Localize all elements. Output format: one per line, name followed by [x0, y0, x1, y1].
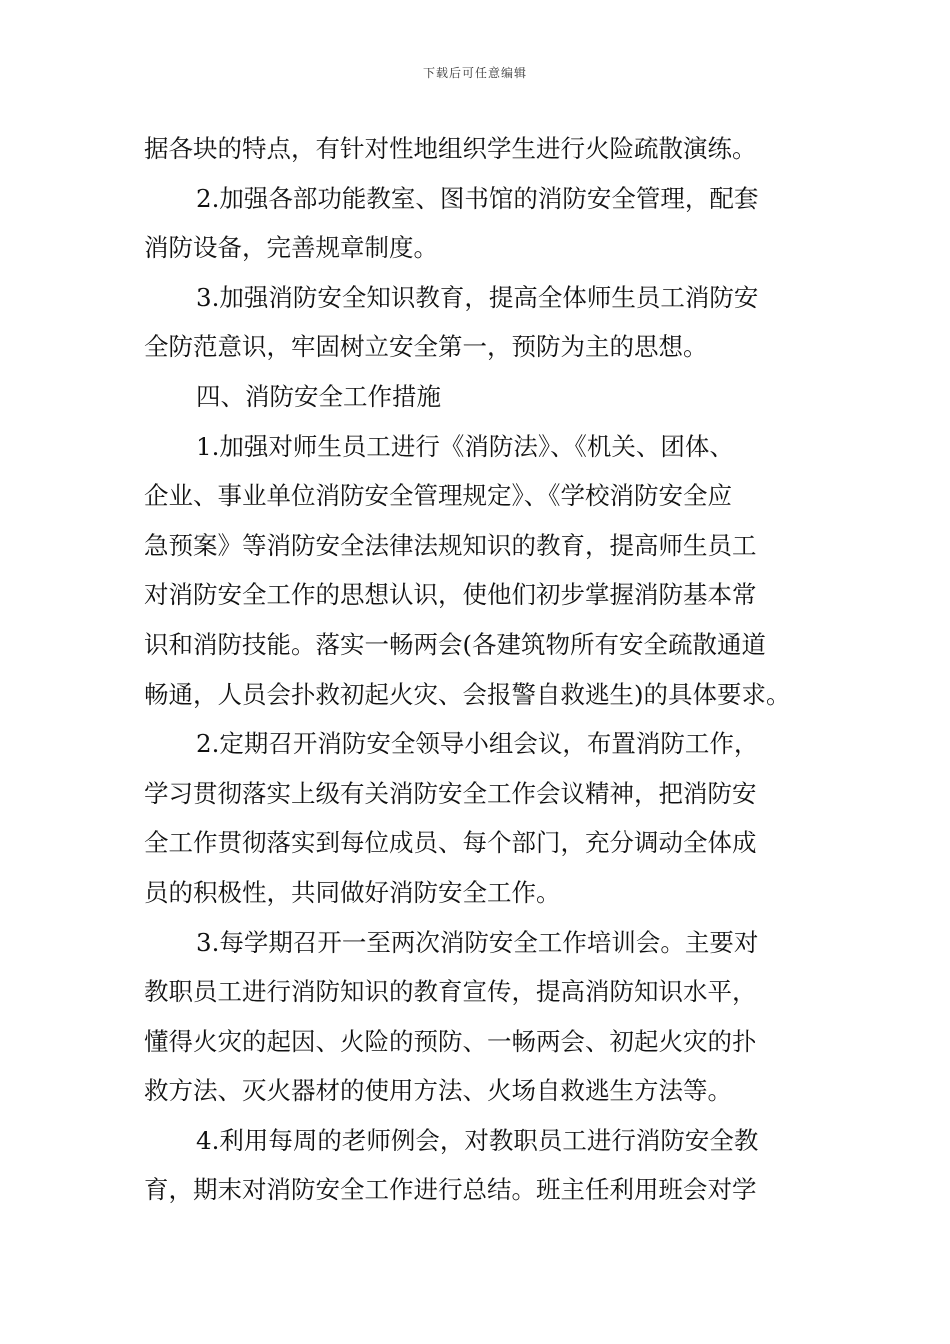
text-line: 急预案》等消防安全法律法规知识的教育，提高师生员工 — [144, 530, 757, 560]
text-line: 对消防安全工作的思想认识，使他们初步掌握消防基本常 — [144, 580, 757, 610]
text-line: 2.加强各部功能教室、图书馆的消防安全管理，配套 — [196, 183, 759, 213]
body-text — [144, 124, 810, 1215]
text-line: 据各块的特点，有针对性地组织学生进行火险疏散演练。 — [144, 134, 757, 163]
text-line: 企业、事业单位消防安全管理规定》、《学校消防安全应 — [144, 481, 732, 511]
text-line: 畅通，人员会扑救初起火灾、会报警自救逃生)的具体要求。 — [144, 679, 791, 709]
text-line: 员的积极性，共同做好消防安全工作。 — [144, 877, 561, 907]
header-note: 下载后可任意编辑 — [422, 66, 527, 80]
text-line: 全工作贯彻落实到每位成员、每个部门，充分调动全体成 — [144, 828, 757, 858]
text-line: 懂得火灾的起因、火险的预防、一畅两会、初起火灾的扑 — [144, 1026, 757, 1056]
text-line: 学习贯彻落实上级有关消防安全工作会议精神，把消防安 — [144, 778, 757, 808]
text-line: 2.定期召开消防安全领导小组会议，布置消防工作， — [196, 729, 759, 759]
text-line: 育，期末对消防安全工作进行总结。班主任利用班会对学 — [144, 1175, 757, 1205]
text-line: 消防设备，完善规章制度。 — [144, 233, 438, 263]
text-line: 救方法、灭火器材的使用方法、火场自救逃生方法等。 — [144, 1076, 732, 1106]
text-line: 3.每学期召开一至两次消防安全工作培训会。主要对 — [196, 927, 759, 957]
section-heading: 四、消防安全工作措施 — [196, 381, 441, 411]
text-line: 1.加强对师生员工进行《消防法》、《机关、团体、 — [196, 431, 734, 461]
text-line: 教职员工进行消防知识的教育宣传，提高消防知识水平， — [144, 977, 757, 1007]
text-line: 识和消防技能。落实一畅两会(各建筑物所有安全疏散通道 — [144, 629, 767, 659]
text-line: 全防范意识，牢固树立安全第一，预防为主的思想。 — [144, 332, 708, 362]
text-line: 4.利用每周的老师例会，对教职员工进行消防安全教 — [196, 1125, 759, 1155]
text-line: 3.加强消防安全知识教育，提高全体师生员工消防安 — [196, 282, 759, 312]
